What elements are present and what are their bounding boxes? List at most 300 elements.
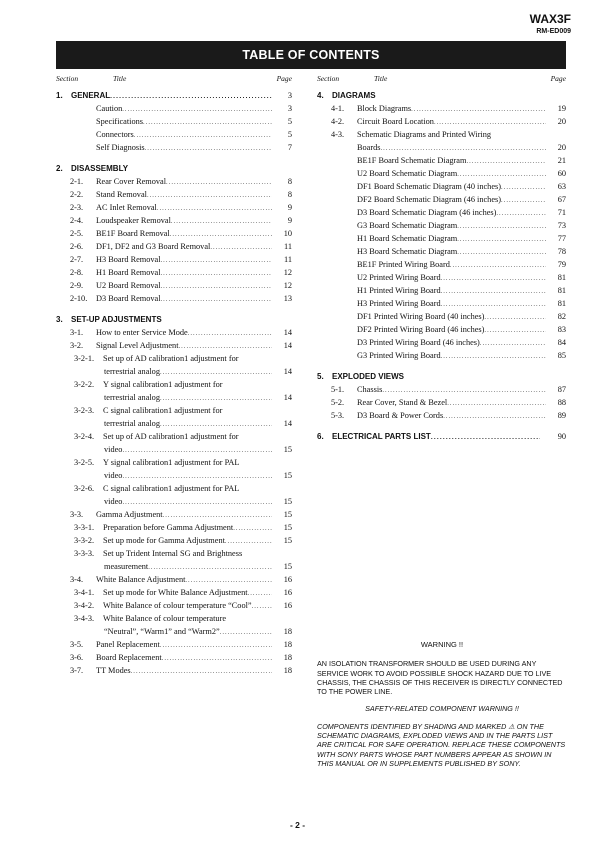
toc-entry-page: 15 xyxy=(283,445,292,454)
toc-entry[interactable] xyxy=(56,482,292,495)
dot-leader xyxy=(157,201,272,215)
toc-title: TABLE OF CONTENTS xyxy=(242,48,380,62)
toc-entry-number: 3-2-3. xyxy=(74,406,95,415)
toc-section-heading[interactable] xyxy=(56,89,292,102)
toc-entry[interactable] xyxy=(56,417,292,430)
toc-entry-title xyxy=(357,310,546,324)
toc-section-heading[interactable] xyxy=(56,313,292,326)
toc-entry-number: 3-3-3. xyxy=(74,549,95,558)
toc-entry[interactable] xyxy=(56,612,292,625)
toc-entry-title xyxy=(96,115,272,129)
toc-entry-number: 3-2-6. xyxy=(74,484,95,493)
toc-section-heading[interactable] xyxy=(317,89,566,102)
column-header-section: Section xyxy=(317,74,340,83)
toc-entry[interactable] xyxy=(56,534,292,547)
dot-leader xyxy=(381,141,546,155)
dot-leader xyxy=(171,214,272,228)
toc-entry-page: 21 xyxy=(557,156,566,165)
toc-entry[interactable] xyxy=(317,167,566,180)
dot-leader xyxy=(382,383,546,397)
toc-entry-page: 81 xyxy=(557,299,566,308)
toc-entry-title xyxy=(96,214,272,228)
dot-leader xyxy=(457,167,546,181)
toc-entry-number: 5-1. xyxy=(331,385,345,394)
dot-leader xyxy=(484,323,546,337)
toc-entry-title-text: G3 Printed Wiring Board xyxy=(357,351,441,360)
toc-entry-number: 3-3-2. xyxy=(74,536,95,545)
toc-entry[interactable] xyxy=(56,175,292,188)
toc-entry-title xyxy=(357,232,546,246)
dot-leader xyxy=(480,336,546,350)
toc-entry-title-text: Block Diagrams xyxy=(357,104,412,113)
toc-entry[interactable] xyxy=(317,310,566,323)
column-header-page: Page xyxy=(276,74,292,83)
toc-entry-title xyxy=(357,258,546,272)
toc-entry-title xyxy=(357,383,546,397)
toc-entry-title-text: measurement xyxy=(104,562,149,571)
toc-entry-title-text: DISASSEMBLY xyxy=(71,164,129,173)
toc-entry-title-text: Set up of AD calibration1 adjustment for xyxy=(103,432,239,441)
toc-entry-page: 11 xyxy=(284,255,292,264)
toc-entry-number: 2-8. xyxy=(70,268,84,277)
toc-entry-title xyxy=(103,430,272,443)
toc-entry[interactable] xyxy=(317,323,566,336)
toc-entry[interactable] xyxy=(317,180,566,193)
toc-entry-title-text: Caution xyxy=(96,104,123,113)
toc-entry-title-text: Gamma Adjustment xyxy=(96,510,163,519)
dot-leader xyxy=(457,232,546,246)
toc-entry-title xyxy=(96,638,272,652)
toc-entry-page: 67 xyxy=(557,195,566,204)
toc-entry-title-text: Rear Cover Removal xyxy=(96,177,167,186)
toc-entry[interactable] xyxy=(56,664,292,677)
toc-entry-title-text: Y signal calibration1 adjustment for PAL xyxy=(103,458,240,467)
toc-entry[interactable] xyxy=(317,396,566,409)
dot-leader xyxy=(145,141,272,155)
toc-entry[interactable] xyxy=(56,560,292,573)
toc-entry[interactable] xyxy=(317,206,566,219)
toc-entry-title-text: Set up Trident Internal SG and Brightness xyxy=(103,549,243,558)
toc-entry[interactable] xyxy=(317,383,566,396)
toc-entry[interactable] xyxy=(56,352,292,365)
toc-entry[interactable] xyxy=(56,430,292,443)
toc-entry[interactable] xyxy=(317,193,566,206)
toc-entry-number: 5. xyxy=(317,372,324,381)
toc-entry-number: 3-4-1. xyxy=(74,588,95,597)
toc-entry-title-text: BE1F Board Schematic Diagram xyxy=(357,156,467,165)
toc-entry-page: 15 xyxy=(283,523,292,532)
toc-entry[interactable] xyxy=(56,521,292,534)
toc-entry-number: 3-6. xyxy=(70,653,84,662)
toc-entry-page: 15 xyxy=(283,536,292,545)
toc-entry-page: 18 xyxy=(283,666,292,675)
toc-entry-title xyxy=(71,162,272,175)
toc-entry[interactable] xyxy=(56,586,292,599)
dot-leader xyxy=(163,508,272,522)
toc-entry-number: 3-4-3. xyxy=(74,614,95,623)
toc-right-list xyxy=(317,89,566,443)
toc-entry-number: 3-3-1. xyxy=(74,523,95,532)
toc-entry-title xyxy=(96,508,272,522)
toc-entry-title-text: Signal Level Adjustment xyxy=(96,341,179,350)
toc-entry-page: 15 xyxy=(283,497,292,506)
toc-entry-title-text: Set up mode for White Balance Adjustment xyxy=(103,588,248,597)
toc-entry-title xyxy=(104,495,272,509)
toc-entry-title-text: D3 Board Schematic Diagram (46 inches) xyxy=(357,208,497,217)
toc-entry[interactable] xyxy=(56,365,292,378)
toc-entry-title xyxy=(104,469,272,483)
warning-body: AN ISOLATION TRANSFORMER SHOULD BE USED DURING ANY SERVICE WORK TO AVOID POSSIBLE SHOCK HAZARD DUE TO LIVE CHASSIS, THE CHASSIS OF THIS RECEIVER IS DIRECTLY CONNECTED TO THE POWER LINE. xyxy=(317,659,563,697)
toc-entry-number: 5-2. xyxy=(331,398,345,407)
toc-entry-number: 2-2. xyxy=(70,190,84,199)
toc-entry-title xyxy=(103,456,272,469)
toc-entry[interactable] xyxy=(56,292,292,305)
toc-entry-title-text: TT Modes xyxy=(96,666,131,675)
toc-entry[interactable] xyxy=(317,232,566,245)
toc-entry[interactable] xyxy=(317,297,566,310)
dot-leader xyxy=(441,284,546,298)
dot-leader xyxy=(431,430,540,444)
toc-entry-title xyxy=(96,240,272,254)
toc-entry-number: 3-4-2. xyxy=(74,601,95,610)
dot-leader xyxy=(160,417,272,431)
toc-entry-page: 11 xyxy=(284,242,292,251)
toc-entry-title xyxy=(96,651,272,665)
toc-entry-title-text: H3 Board Removal xyxy=(96,255,161,264)
toc-entry-title xyxy=(104,391,272,405)
toc-entry-number: 3-5. xyxy=(70,640,84,649)
toc-entry-page: 18 xyxy=(283,653,292,662)
toc-entry-title xyxy=(357,193,546,207)
toc-entry-title xyxy=(357,141,546,155)
toc-entry-title-text: GENERAL xyxy=(71,91,111,100)
toc-entry-page: 81 xyxy=(557,286,566,295)
toc-entry-page: 5 xyxy=(287,117,292,126)
dot-leader xyxy=(185,573,272,587)
toc-entry[interactable] xyxy=(56,651,292,664)
toc-entry-page: 10 xyxy=(283,229,292,238)
toc-entry-number: 3-4. xyxy=(70,575,84,584)
toc-entry-page: 5 xyxy=(287,130,292,139)
toc-entry-title xyxy=(357,206,546,220)
toc-entry-title xyxy=(357,154,546,168)
toc-entry-title xyxy=(332,430,540,444)
toc-entry-title xyxy=(96,175,272,189)
toc-entry[interactable] xyxy=(56,573,292,586)
toc-entry[interactable] xyxy=(56,279,292,292)
toc-entry-title-text: Connectors xyxy=(96,130,134,139)
toc-entry-title xyxy=(96,326,272,340)
toc-entry-title xyxy=(104,560,272,574)
toc-left-list xyxy=(56,89,292,677)
toc-entry-title xyxy=(103,521,272,535)
toc-entry[interactable] xyxy=(317,284,566,297)
toc-entry-title xyxy=(357,284,546,298)
toc-entry[interactable] xyxy=(56,227,292,240)
toc-title-bar xyxy=(56,41,566,69)
toc-entry-title-text: D3 Board Removal xyxy=(96,294,161,303)
toc-entry[interactable] xyxy=(56,141,292,154)
toc-entry[interactable] xyxy=(317,154,566,167)
dot-leader xyxy=(160,638,272,652)
dot-leader xyxy=(170,227,272,241)
toc-entry-title xyxy=(103,352,272,365)
dot-leader xyxy=(434,115,546,129)
toc-entry-page: 9 xyxy=(287,216,292,225)
toc-entry-title-text: White Balance of colour temperature xyxy=(103,614,227,623)
column-header-page: Page xyxy=(550,74,566,83)
dot-leader xyxy=(496,206,546,220)
dot-leader xyxy=(501,180,546,194)
toc-entry-page: 87 xyxy=(557,385,566,394)
warning-title: WARNING !! xyxy=(420,640,464,649)
toc-entry[interactable] xyxy=(56,547,292,560)
toc-entry[interactable] xyxy=(317,336,566,349)
toc-entry-title xyxy=(332,89,546,102)
toc-entry-page: 16 xyxy=(283,588,292,597)
toc-entry-title-text: terrestrial analog xyxy=(104,419,160,428)
toc-entry-title-text: video xyxy=(104,497,123,506)
toc-entry[interactable] xyxy=(56,115,292,128)
dot-leader xyxy=(179,339,273,353)
toc-entry-number: 3-3. xyxy=(70,510,84,519)
toc-entry[interactable] xyxy=(56,495,292,508)
toc-entry-title xyxy=(357,180,546,194)
toc-entry-title-text: Loudspeaker Removal xyxy=(96,216,171,225)
toc-entry-page: 81 xyxy=(557,273,566,282)
toc-entry-title xyxy=(96,573,272,587)
toc-entry-page: 79 xyxy=(557,260,566,269)
toc-entry-title xyxy=(96,266,272,280)
toc-entry-title xyxy=(103,534,272,548)
toc-entry-title xyxy=(357,102,546,116)
dot-leader xyxy=(160,391,272,405)
toc-entry[interactable] xyxy=(317,128,566,141)
toc-entry-title-text: How to enter Service Mode xyxy=(96,328,188,337)
toc-entry[interactable] xyxy=(317,409,566,422)
dot-leader xyxy=(450,258,546,272)
section-gap xyxy=(317,362,566,370)
toc-entry-number: 3-7. xyxy=(70,666,84,675)
toc-entry-page: 77 xyxy=(557,234,566,243)
toc-entry[interactable] xyxy=(56,638,292,651)
toc-entry-number: 2-7. xyxy=(70,255,84,264)
toc-entry-title xyxy=(357,271,546,285)
manual-code-label: RM-ED009 xyxy=(536,28,571,35)
toc-entry-title-text: Chassis xyxy=(357,385,383,394)
dot-leader xyxy=(143,115,272,129)
toc-entry-title xyxy=(96,128,272,142)
toc-entry-title xyxy=(357,245,546,259)
dot-leader xyxy=(220,625,272,639)
dot-leader xyxy=(148,560,272,574)
toc-entry-page: 3 xyxy=(287,104,292,113)
toc-entry[interactable] xyxy=(317,115,566,128)
toc-entry-title-text: AC Inlet Removal xyxy=(96,203,157,212)
toc-entry-title xyxy=(357,297,546,311)
toc-entry-page: 18 xyxy=(283,627,292,636)
dot-leader xyxy=(122,469,272,483)
toc-entry-page: 90 xyxy=(557,432,566,441)
dot-leader xyxy=(233,521,272,535)
toc-entry-title-text: H1 Board Schematic Diagram xyxy=(357,234,458,243)
toc-entry[interactable] xyxy=(317,258,566,271)
toc-entry-page: 73 xyxy=(557,221,566,230)
toc-entry-page: 3 xyxy=(287,91,292,100)
toc-entry-page: 84 xyxy=(557,338,566,347)
toc-entry-page: 71 xyxy=(557,208,566,217)
toc-entry-title-text: D3 Printed Wiring Board (46 inches) xyxy=(357,338,480,347)
toc-entry[interactable] xyxy=(56,326,292,339)
dot-leader xyxy=(441,349,546,363)
toc-entry-number: 3. xyxy=(56,315,63,324)
dot-leader xyxy=(161,279,272,293)
toc-entry-title xyxy=(96,102,272,116)
toc-entry-title xyxy=(104,365,272,379)
toc-entry[interactable] xyxy=(56,240,292,253)
dot-leader xyxy=(162,651,272,665)
toc-entry-title-text: C signal calibration1 adjustment for xyxy=(103,406,223,415)
toc-entry[interactable] xyxy=(317,349,566,362)
toc-entry[interactable] xyxy=(56,128,292,141)
toc-entry[interactable] xyxy=(56,599,292,612)
dot-leader xyxy=(188,326,272,340)
toc-entry-title-text: H3 Printed Wiring Board xyxy=(357,299,441,308)
dot-leader xyxy=(210,240,272,254)
toc-entry-page: 63 xyxy=(557,182,566,191)
toc-entry-title-text: video xyxy=(104,471,123,480)
toc-entry[interactable] xyxy=(56,404,292,417)
dot-leader xyxy=(122,443,272,457)
toc-entry[interactable] xyxy=(317,102,566,115)
toc-entry-page: 7 xyxy=(287,143,292,152)
toc-entry[interactable] xyxy=(56,469,292,482)
toc-entry[interactable] xyxy=(56,443,292,456)
toc-entry[interactable] xyxy=(56,339,292,352)
toc-entry-title xyxy=(103,378,272,391)
toc-entry[interactable] xyxy=(56,625,292,638)
toc-entry[interactable] xyxy=(56,266,292,279)
toc-entry-title xyxy=(71,313,272,326)
column-header xyxy=(56,72,292,84)
toc-entry-title-text: White Balance Adjustment xyxy=(96,575,186,584)
toc-entry-page: 83 xyxy=(557,325,566,334)
safety-warning-title: SAFETY-RELATED COMPONENT WARNING !! xyxy=(365,704,519,714)
toc-entry-title xyxy=(96,201,272,215)
dot-leader xyxy=(443,409,546,423)
toc-entry[interactable] xyxy=(56,102,292,115)
toc-entry-title-text: Stand Removal xyxy=(96,190,147,199)
toc-entry-title xyxy=(357,219,546,233)
dot-leader xyxy=(161,292,272,306)
toc-entry-number: 2-3. xyxy=(70,203,84,212)
toc-left-column xyxy=(56,72,292,677)
dot-leader xyxy=(166,175,272,189)
dot-leader xyxy=(441,297,546,311)
toc-entry[interactable] xyxy=(317,141,566,154)
column-header-title: Title xyxy=(113,74,127,83)
dot-leader xyxy=(466,154,546,168)
toc-entry[interactable] xyxy=(317,271,566,284)
toc-entry-title-text: U2 Board Schematic Diagram xyxy=(357,169,458,178)
toc-entry[interactable] xyxy=(56,508,292,521)
toc-entry-title xyxy=(332,370,546,383)
toc-section-heading[interactable] xyxy=(317,370,566,383)
toc-entry-page: 9 xyxy=(287,203,292,212)
toc-entry-title-text: Y signal calibration1 adjustment for xyxy=(103,380,223,389)
toc-entry-page: 20 xyxy=(557,143,566,152)
toc-entry-title-text: terrestrial analog xyxy=(104,393,160,402)
toc-section-heading[interactable] xyxy=(317,430,566,443)
column-header-section: Section xyxy=(56,74,79,83)
toc-entry-title-text: DF1, DF2 and G3 Board Removal xyxy=(96,242,211,251)
toc-entry-page: 16 xyxy=(283,575,292,584)
toc-entry-title xyxy=(103,599,272,613)
toc-entry-title-text: ELECTRICAL PARTS LIST xyxy=(332,432,431,441)
toc-entry[interactable] xyxy=(56,456,292,469)
toc-entry-title xyxy=(96,253,272,267)
toc-entry-page: 78 xyxy=(557,247,566,256)
warning-box xyxy=(317,640,567,768)
toc-entry-title xyxy=(103,404,272,417)
toc-entry-title xyxy=(357,128,546,141)
toc-entry[interactable] xyxy=(56,391,292,404)
dot-leader xyxy=(411,102,546,116)
column-header-title: Title xyxy=(374,74,388,83)
dot-leader xyxy=(161,253,272,267)
toc-entry-number: 3-2-5. xyxy=(74,458,95,467)
toc-entry-number: 2-6. xyxy=(70,242,84,251)
toc-entry[interactable] xyxy=(56,214,292,227)
toc-entry-title xyxy=(104,625,272,639)
toc-entry-title-text: Specifications xyxy=(96,117,144,126)
toc-entry[interactable] xyxy=(56,188,292,201)
toc-entry-number: 4-1. xyxy=(331,104,345,113)
toc-entry-title-text: Self Diagnosis xyxy=(96,143,145,152)
toc-entry-title-text: DF1 Printed Wiring Board (40 inches) xyxy=(357,312,485,321)
toc-entry-title xyxy=(96,141,272,155)
toc-entry-title xyxy=(96,279,272,293)
toc-entry-title-text: Board Replacement xyxy=(96,653,162,662)
toc-entry-page: 8 xyxy=(287,190,292,199)
page-number: - 2 - xyxy=(289,820,306,830)
toc-entry-title xyxy=(71,89,272,103)
toc-entry[interactable] xyxy=(317,245,566,258)
toc-entry-page: 60 xyxy=(557,169,566,178)
toc-entry-title-text: DF2 Board Schematic Diagram (46 inches) xyxy=(357,195,502,204)
toc-entry-page: 18 xyxy=(283,640,292,649)
toc-entry[interactable] xyxy=(56,378,292,391)
model-label: WAX3F xyxy=(529,12,571,26)
toc-entry-title-text: Rear Cover, Stand & Bezel xyxy=(357,398,448,407)
toc-entry-number: 1. xyxy=(56,91,63,100)
toc-entry-title-text: U2 Printed Wiring Board xyxy=(357,273,441,282)
toc-entry-page: 15 xyxy=(283,471,292,480)
toc-entry-title xyxy=(357,323,546,337)
dot-leader xyxy=(484,310,546,324)
toc-entry-number: 2-9. xyxy=(70,281,84,290)
dot-leader xyxy=(122,102,272,116)
toc-entry-title xyxy=(103,612,272,625)
section-gap xyxy=(317,422,566,430)
toc-entry-title-text: “Neutral”, “Warm1” and “Warm2” xyxy=(104,627,220,636)
toc-section-heading[interactable] xyxy=(56,162,292,175)
toc-entry-title-text: DIAGRAMS xyxy=(332,91,376,100)
toc-entry[interactable] xyxy=(317,219,566,232)
toc-entry-number: 2-10. xyxy=(70,294,88,303)
toc-entry[interactable] xyxy=(56,253,292,266)
toc-entry[interactable] xyxy=(56,201,292,214)
